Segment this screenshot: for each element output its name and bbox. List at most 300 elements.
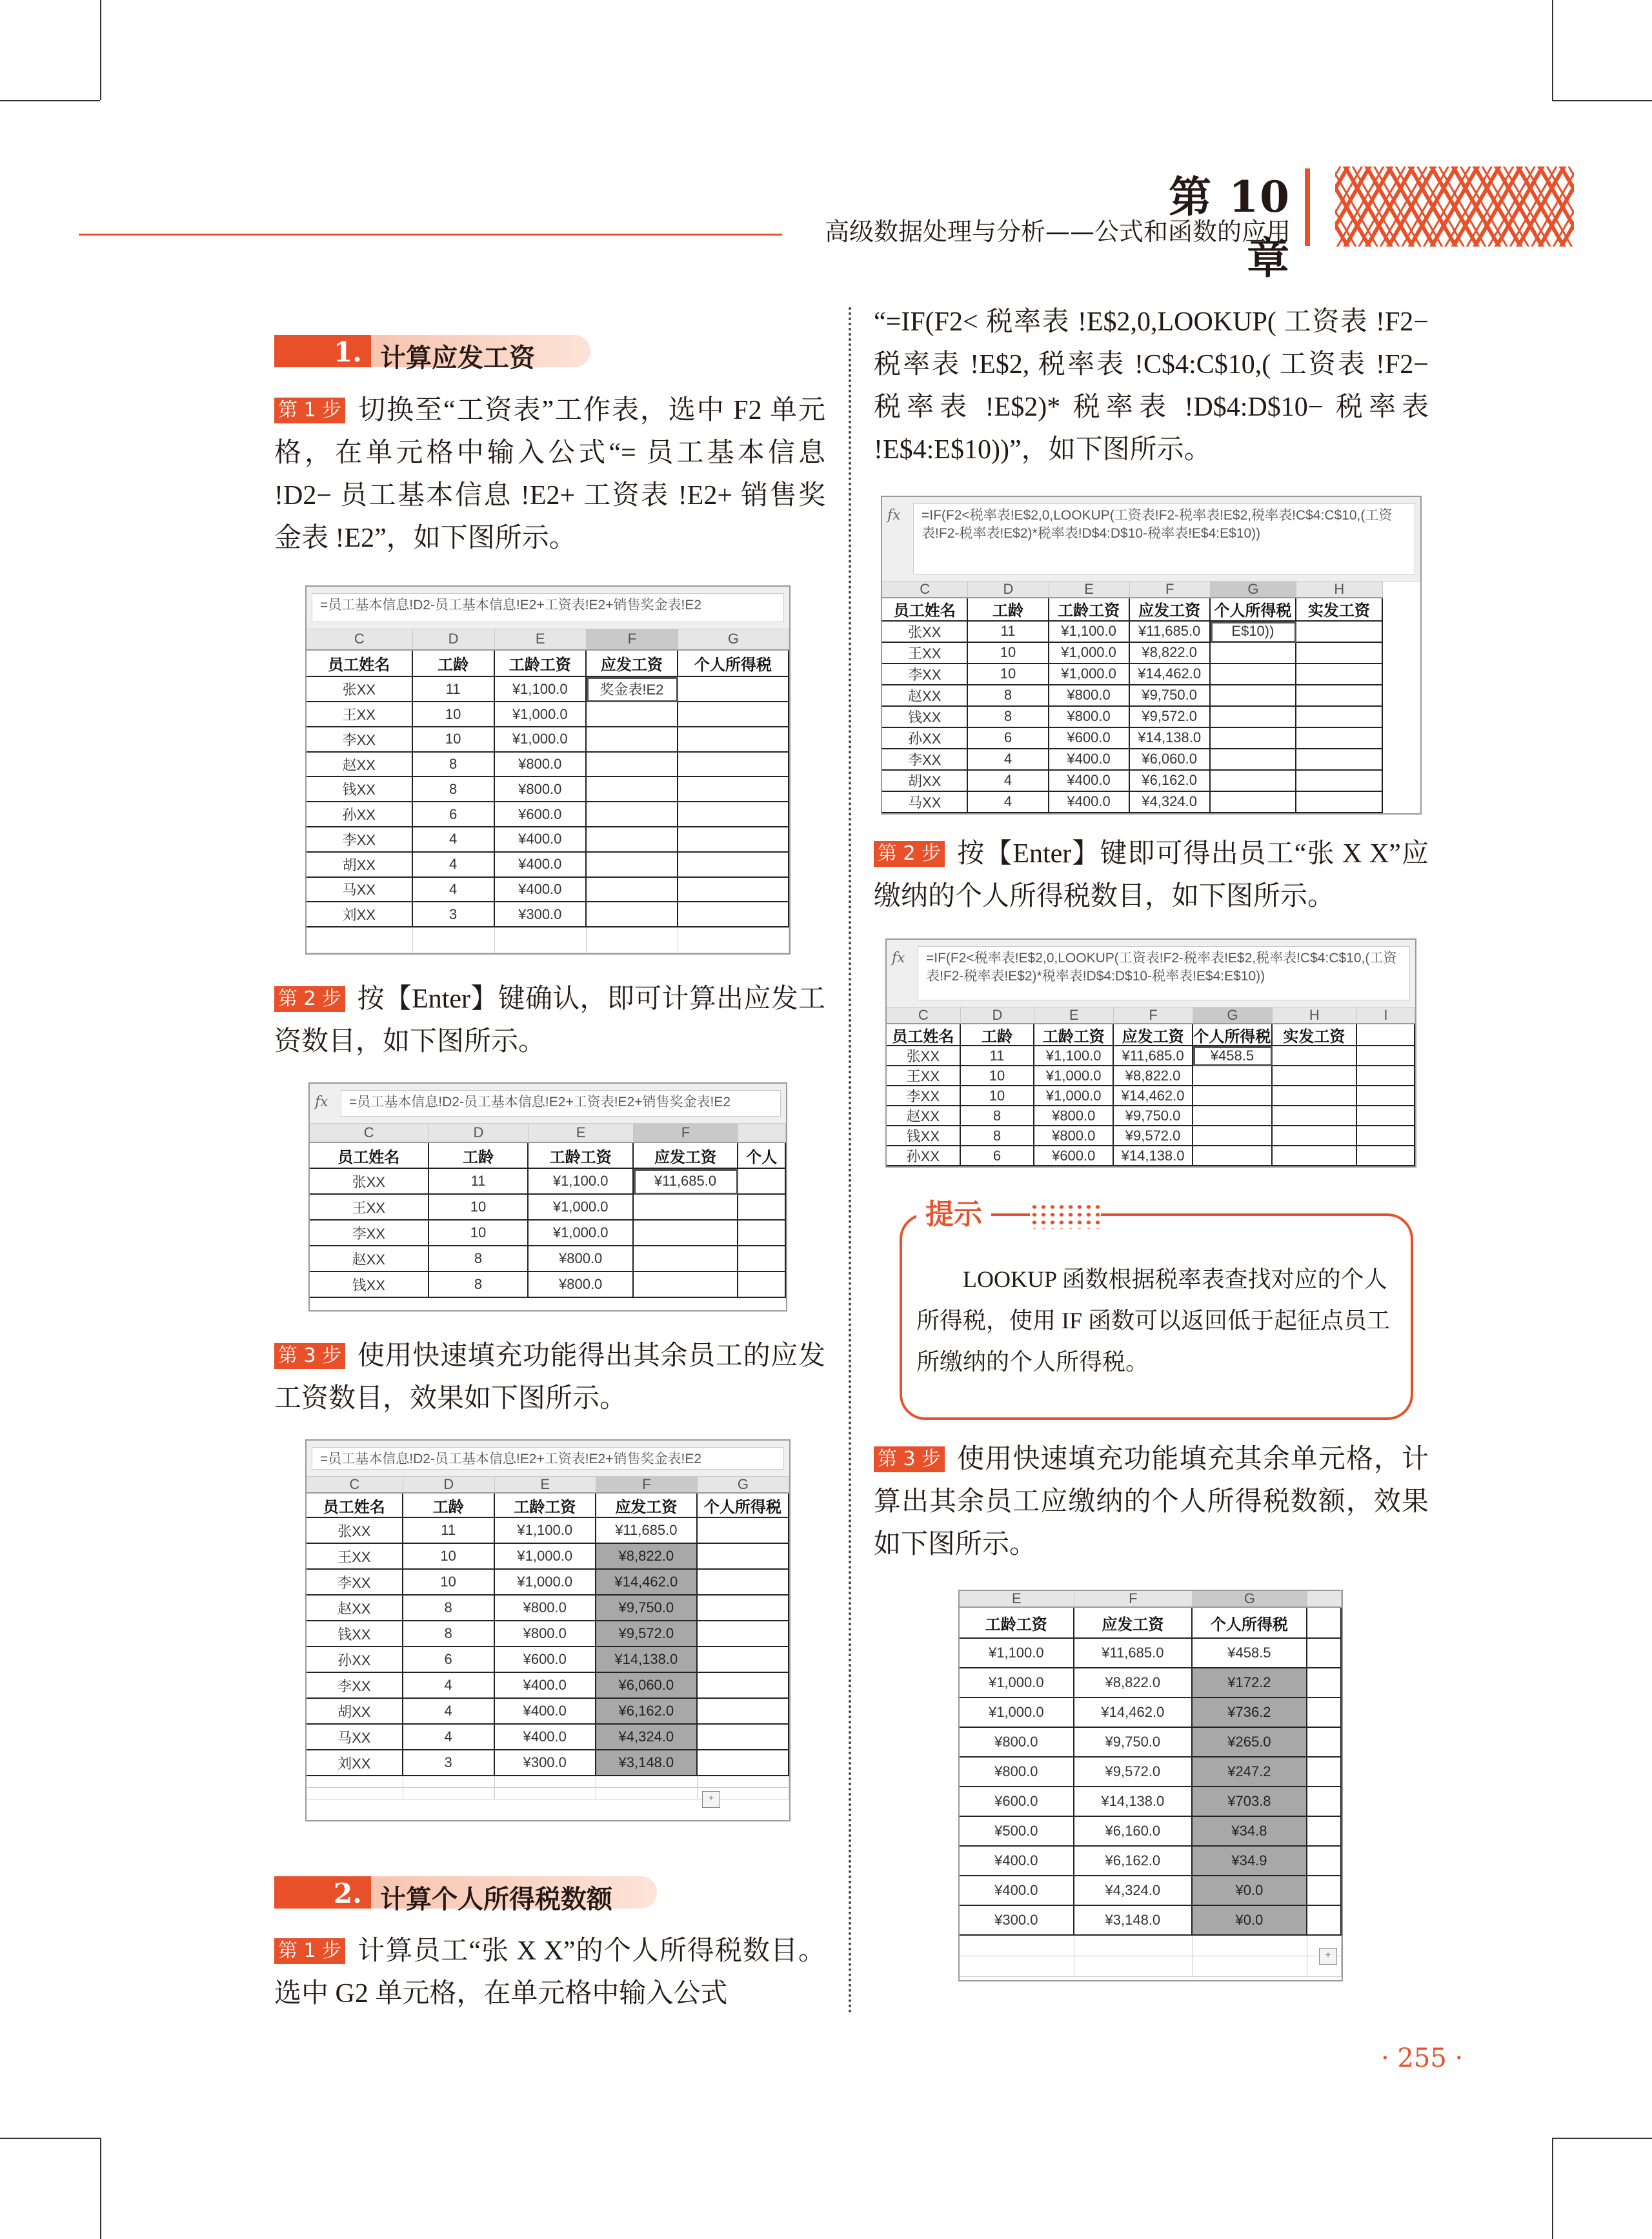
column-header-g[interactable]: G <box>698 1477 789 1494</box>
column-header-e[interactable]: E <box>960 1591 1074 1608</box>
table-cell[interactable]: ¥703.8 <box>1193 1787 1307 1817</box>
empty-cell[interactable] <box>1193 1936 1307 1956</box>
header-cell[interactable]: 工龄 <box>403 1494 495 1518</box>
table-cell[interactable]: ¥172.2 <box>1193 1668 1307 1698</box>
table-cell[interactable]: ¥3,148.0 <box>596 1750 698 1776</box>
table-cell[interactable]: 刘XX <box>307 1750 403 1776</box>
table-cell[interactable]: ¥4,324.0 <box>1130 792 1211 813</box>
table-cell[interactable] <box>587 702 678 727</box>
table-cell[interactable]: 8 <box>413 777 495 802</box>
table-cell[interactable]: ¥600.0 <box>495 802 587 827</box>
table-cell[interactable]: ¥800.0 <box>1034 1106 1114 1126</box>
column-header-f[interactable]: F <box>1074 1591 1193 1608</box>
table-cell[interactable]: ¥11,685.0 <box>1130 622 1211 643</box>
table-cell[interactable]: ¥3,148.0 <box>1074 1906 1193 1936</box>
table-cell[interactable]: 6 <box>403 1647 495 1673</box>
table-cell[interactable]: 赵XX <box>307 753 413 778</box>
table-cell[interactable]: 李XX <box>307 727 413 753</box>
column-header-c[interactable]: C <box>310 1124 429 1143</box>
table-cell[interactable] <box>678 753 789 778</box>
table-cell[interactable] <box>738 1221 786 1246</box>
table-cell[interactable]: 李XX <box>887 1086 961 1106</box>
header-cell[interactable]: 应发工资 <box>587 651 678 678</box>
table-cell[interactable]: 10 <box>403 1570 495 1596</box>
table-cell[interactable]: ¥14,462.0 <box>1130 664 1211 685</box>
table-cell[interactable]: ¥14,138.0 <box>596 1647 698 1673</box>
column-header-e[interactable]: E <box>495 629 587 651</box>
table-cell[interactable]: 8 <box>429 1272 529 1298</box>
table-cell[interactable] <box>1193 1086 1273 1106</box>
table-cell[interactable]: 8 <box>429 1246 529 1272</box>
table-cell[interactable]: ¥0.0 <box>1193 1876 1307 1906</box>
table-cell[interactable]: 4 <box>968 749 1049 771</box>
table-cell[interactable] <box>1307 1847 1342 1876</box>
table-cell[interactable]: ¥6,060.0 <box>1130 749 1211 771</box>
table-cell[interactable] <box>1307 1876 1342 1906</box>
table-cell[interactable]: ¥400.0 <box>495 827 587 853</box>
table-cell[interactable]: 赵XX <box>307 1596 403 1621</box>
header-cell[interactable]: 个人 <box>738 1143 786 1169</box>
table-cell[interactable] <box>698 1647 789 1673</box>
table-cell[interactable]: 10 <box>403 1544 495 1570</box>
table-cell[interactable] <box>587 753 678 778</box>
column-header-d[interactable]: D <box>413 629 495 651</box>
table-cell[interactable]: 孙XX <box>882 728 968 749</box>
table-cell[interactable]: 孙XX <box>887 1146 961 1166</box>
header-cell[interactable]: 员工姓名 <box>882 598 968 622</box>
table-cell[interactable]: ¥800.0 <box>960 1758 1074 1787</box>
table-cell[interactable] <box>698 1699 789 1725</box>
table-cell[interactable]: ¥300.0 <box>960 1906 1074 1936</box>
header-cell[interactable]: 员工姓名 <box>307 1494 403 1518</box>
table-cell[interactable] <box>587 727 678 753</box>
table-cell[interactable]: ¥14,138.0 <box>1114 1146 1193 1166</box>
table-cell[interactable] <box>1296 707 1382 728</box>
table-cell[interactable]: ¥9,750.0 <box>596 1596 698 1621</box>
table-cell[interactable]: ¥458.5 <box>1193 1046 1273 1066</box>
column-header-blank[interactable] <box>738 1124 786 1143</box>
table-cell[interactable]: 赵XX <box>882 685 968 707</box>
table-cell[interactable]: E$10)) <box>1211 622 1296 643</box>
table-cell[interactable] <box>587 802 678 827</box>
table-cell[interactable]: 8 <box>413 753 495 778</box>
table-cell[interactable]: 胡XX <box>307 853 413 878</box>
table-cell[interactable]: ¥6,162.0 <box>596 1699 698 1725</box>
table-cell[interactable] <box>698 1750 789 1776</box>
column-header-g[interactable]: G <box>678 629 789 651</box>
formula-input[interactable]: =员工基本信息!D2-员工基本信息!E2+工资表!E2+销售奖金表!E2 <box>312 593 784 622</box>
header-cell[interactable]: 工龄 <box>413 651 495 678</box>
table-cell[interactable]: 刘XX <box>307 902 413 927</box>
table-cell[interactable]: ¥4,324.0 <box>1074 1876 1193 1906</box>
header-cell[interactable]: 个人所得税 <box>678 651 789 678</box>
column-header-d[interactable]: D <box>403 1477 495 1494</box>
table-cell[interactable] <box>698 1596 789 1621</box>
table-cell[interactable]: 李XX <box>310 1221 429 1246</box>
table-cell[interactable]: 8 <box>968 707 1049 728</box>
table-cell[interactable]: ¥400.0 <box>960 1847 1074 1876</box>
table-cell[interactable] <box>1273 1146 1357 1166</box>
header-cell[interactable] <box>1357 1024 1415 1046</box>
column-header-f[interactable]: F <box>1114 1008 1193 1024</box>
table-cell[interactable] <box>678 802 789 827</box>
table-cell[interactable]: 马XX <box>307 1725 403 1750</box>
table-cell[interactable]: ¥1,100.0 <box>495 1518 596 1544</box>
table-cell[interactable]: ¥1,000.0 <box>495 1544 596 1570</box>
table-cell[interactable] <box>1193 1146 1273 1166</box>
table-cell[interactable]: ¥8,822.0 <box>1074 1668 1193 1698</box>
header-cell[interactable]: 应发工资 <box>596 1494 698 1518</box>
table-cell[interactable]: 王XX <box>307 1544 403 1570</box>
table-cell[interactable]: 6 <box>413 802 495 827</box>
table-cell[interactable]: 4 <box>413 878 495 903</box>
table-cell[interactable] <box>1211 643 1296 664</box>
header-cell[interactable]: 员工姓名 <box>307 651 413 678</box>
table-cell[interactable] <box>1307 1698 1342 1728</box>
table-cell[interactable]: ¥0.0 <box>1193 1906 1307 1936</box>
table-cell[interactable]: 张XX <box>882 622 968 643</box>
table-cell[interactable]: 11 <box>968 622 1049 643</box>
table-cell[interactable]: ¥1,100.0 <box>1034 1046 1114 1066</box>
table-cell[interactable]: ¥1,100.0 <box>960 1639 1074 1668</box>
table-cell[interactable]: ¥400.0 <box>495 1673 596 1699</box>
table-cell[interactable] <box>1357 1086 1415 1106</box>
table-cell[interactable] <box>1357 1146 1415 1166</box>
table-cell[interactable] <box>1273 1046 1357 1066</box>
table-cell[interactable]: ¥1,000.0 <box>529 1195 633 1221</box>
table-cell[interactable]: ¥9,572.0 <box>596 1621 698 1647</box>
table-cell[interactable]: 3 <box>413 902 495 927</box>
table-cell[interactable]: 8 <box>961 1126 1035 1146</box>
empty-cell[interactable] <box>307 927 413 953</box>
column-header-c[interactable]: C <box>887 1008 961 1024</box>
empty-cell[interactable] <box>495 1776 596 1788</box>
table-cell[interactable]: 4 <box>403 1699 495 1725</box>
table-cell[interactable] <box>678 677 789 702</box>
table-cell[interactable] <box>1307 1758 1342 1787</box>
table-cell[interactable]: 钱XX <box>887 1126 961 1146</box>
table-cell[interactable]: ¥9,750.0 <box>1074 1728 1193 1758</box>
table-cell[interactable] <box>678 902 789 927</box>
table-cell[interactable]: 马XX <box>882 792 968 813</box>
column-header-e[interactable]: E <box>529 1124 633 1143</box>
table-cell[interactable] <box>698 1544 789 1570</box>
table-cell[interactable] <box>1211 664 1296 685</box>
table-cell[interactable]: ¥1,000.0 <box>1034 1086 1114 1106</box>
header-cell[interactable]: 工龄工资 <box>495 651 587 678</box>
header-cell[interactable]: 工龄 <box>961 1024 1035 1046</box>
table-cell[interactable]: ¥9,750.0 <box>1114 1106 1193 1126</box>
table-cell[interactable]: ¥1,000.0 <box>960 1698 1074 1728</box>
table-cell[interactable] <box>634 1272 738 1298</box>
table-cell[interactable] <box>1357 1046 1415 1066</box>
table-cell[interactable]: ¥9,572.0 <box>1130 707 1211 728</box>
table-cell[interactable]: 6 <box>961 1146 1035 1166</box>
table-cell[interactable] <box>587 777 678 802</box>
table-cell[interactable]: ¥458.5 <box>1193 1639 1307 1668</box>
table-cell[interactable]: ¥300.0 <box>495 1750 596 1776</box>
table-cell[interactable]: ¥11,685.0 <box>1114 1046 1193 1066</box>
table-cell[interactable] <box>698 1673 789 1699</box>
table-cell[interactable] <box>738 1195 786 1221</box>
table-cell[interactable]: ¥34.9 <box>1193 1847 1307 1876</box>
table-cell[interactable]: ¥400.0 <box>495 878 587 903</box>
table-cell[interactable]: ¥9,572.0 <box>1114 1126 1193 1146</box>
table-cell[interactable]: ¥14,462.0 <box>1074 1698 1193 1728</box>
table-cell[interactable]: ¥14,138.0 <box>1130 728 1211 749</box>
table-cell[interactable]: 4 <box>403 1725 495 1750</box>
header-cell[interactable]: 工龄工资 <box>529 1143 633 1169</box>
formula-input[interactable]: =IF(F2<税率表!E$2,0,LOOKUP(工资表!F2-税率表!E$2,税率表!C$4:C$10,(工资表!F2-税率表!E$2)*税率表!D$4:D$10-税率表!E$4:E$10)) <box>913 503 1415 574</box>
table-cell[interactable]: ¥8,822.0 <box>596 1544 698 1570</box>
table-cell[interactable]: 4 <box>403 1673 495 1699</box>
table-cell[interactable] <box>678 727 789 753</box>
column-header-h[interactable]: H <box>1296 582 1382 598</box>
empty-cell[interactable] <box>960 1956 1074 1977</box>
header-cell[interactable]: 员工姓名 <box>887 1024 961 1046</box>
column-header-g[interactable]: G <box>1193 1008 1273 1024</box>
table-cell[interactable] <box>1273 1086 1357 1106</box>
table-cell[interactable] <box>1193 1106 1273 1126</box>
table-cell[interactable] <box>738 1272 786 1298</box>
table-cell[interactable]: 张XX <box>307 1518 403 1544</box>
table-cell[interactable] <box>738 1246 786 1272</box>
table-cell[interactable] <box>1296 685 1382 707</box>
table-cell[interactable]: 10 <box>968 643 1049 664</box>
table-cell[interactable] <box>587 853 678 878</box>
table-cell[interactable] <box>1296 771 1382 792</box>
table-cell[interactable]: 11 <box>403 1518 495 1544</box>
table-cell[interactable]: ¥34.8 <box>1193 1817 1307 1847</box>
column-header-f[interactable]: F <box>587 629 678 651</box>
empty-cell[interactable] <box>307 1788 403 1799</box>
table-cell[interactable] <box>1211 685 1296 707</box>
table-cell[interactable] <box>698 1725 789 1750</box>
table-cell[interactable] <box>1211 707 1296 728</box>
table-cell[interactable]: 李XX <box>307 1570 403 1596</box>
header-cell[interactable]: 应发工资 <box>1074 1608 1193 1639</box>
table-cell[interactable]: ¥6,162.0 <box>1074 1847 1193 1876</box>
table-cell[interactable] <box>678 827 789 853</box>
table-cell[interactable]: 10 <box>961 1086 1035 1106</box>
table-cell[interactable]: ¥8,822.0 <box>1114 1066 1193 1086</box>
table-cell[interactable]: ¥14,462.0 <box>596 1570 698 1596</box>
table-cell[interactable]: ¥500.0 <box>960 1817 1074 1847</box>
table-cell[interactable] <box>1211 749 1296 771</box>
column-header-c[interactable]: C <box>882 582 968 598</box>
table-cell[interactable] <box>678 878 789 903</box>
table-cell[interactable]: ¥14,462.0 <box>1114 1086 1193 1106</box>
header-cell[interactable]: 应发工资 <box>1114 1024 1193 1046</box>
table-cell[interactable]: ¥300.0 <box>495 902 587 927</box>
table-cell[interactable]: ¥9,750.0 <box>1130 685 1211 707</box>
table-cell[interactable]: 钱XX <box>307 777 413 802</box>
table-cell[interactable] <box>1307 1787 1342 1817</box>
table-cell[interactable]: ¥1,000.0 <box>960 1668 1074 1698</box>
table-cell[interactable]: ¥400.0 <box>960 1876 1074 1906</box>
header-cell[interactable]: 个人所得税 <box>1193 1608 1307 1639</box>
table-cell[interactable] <box>738 1169 786 1195</box>
table-cell[interactable] <box>678 853 789 878</box>
table-cell[interactable]: 钱XX <box>310 1272 429 1298</box>
header-cell[interactable]: 应发工资 <box>1130 598 1211 622</box>
table-cell[interactable]: ¥1,000.0 <box>1049 664 1130 685</box>
empty-cell[interactable] <box>403 1776 495 1788</box>
table-cell[interactable] <box>1211 728 1296 749</box>
table-cell[interactable] <box>1307 1817 1342 1847</box>
table-cell[interactable]: ¥4,324.0 <box>596 1725 698 1750</box>
empty-cell[interactable] <box>960 1936 1074 1956</box>
table-cell[interactable] <box>1307 1668 1342 1698</box>
table-cell[interactable]: 11 <box>429 1169 529 1195</box>
column-header-f[interactable]: F <box>1130 582 1211 598</box>
table-cell[interactable] <box>1296 622 1382 643</box>
table-cell[interactable]: ¥400.0 <box>1049 792 1130 813</box>
column-header-c[interactable]: C <box>307 629 413 651</box>
table-cell[interactable] <box>1211 792 1296 813</box>
table-cell[interactable]: ¥800.0 <box>495 1596 596 1621</box>
table-cell[interactable] <box>1357 1126 1415 1146</box>
table-cell[interactable]: ¥600.0 <box>495 1647 596 1673</box>
empty-cell[interactable] <box>1074 1936 1193 1956</box>
table-cell[interactable]: ¥600.0 <box>1049 728 1130 749</box>
table-cell[interactable]: ¥800.0 <box>529 1246 633 1272</box>
table-cell[interactable]: 赵XX <box>310 1246 429 1272</box>
table-cell[interactable]: ¥6,162.0 <box>1130 771 1211 792</box>
table-cell[interactable]: ¥247.2 <box>1193 1758 1307 1787</box>
table-cell[interactable] <box>587 902 678 927</box>
table-cell[interactable]: ¥800.0 <box>960 1728 1074 1758</box>
table-cell[interactable]: 奖金表!E2 <box>587 677 678 702</box>
table-cell[interactable]: ¥400.0 <box>1049 749 1130 771</box>
table-cell[interactable]: 李XX <box>307 827 413 853</box>
table-cell[interactable]: ¥800.0 <box>1049 707 1130 728</box>
column-header-c[interactable]: C <box>307 1477 403 1494</box>
table-cell[interactable]: 10 <box>961 1066 1035 1086</box>
table-cell[interactable]: ¥8,822.0 <box>1130 643 1211 664</box>
table-cell[interactable] <box>1296 749 1382 771</box>
column-header-d[interactable]: D <box>961 1008 1035 1024</box>
table-cell[interactable] <box>1296 664 1382 685</box>
empty-cell[interactable] <box>596 1788 698 1799</box>
table-cell[interactable] <box>1273 1106 1357 1126</box>
header-cell[interactable]: 应发工资 <box>634 1143 738 1169</box>
column-header-f[interactable]: F <box>596 1477 698 1494</box>
formula-input[interactable]: =员工基本信息!D2-员工基本信息!E2+工资表!E2+销售奖金表!E2 <box>312 1447 784 1470</box>
column-header-f[interactable]: F <box>634 1124 738 1143</box>
table-cell[interactable]: 8 <box>403 1596 495 1621</box>
table-cell[interactable] <box>698 1621 789 1647</box>
table-cell[interactable]: ¥400.0 <box>495 1699 596 1725</box>
table-cell[interactable] <box>1357 1066 1415 1086</box>
table-cell[interactable]: 11 <box>413 677 495 702</box>
empty-cell[interactable] <box>1074 1956 1193 1977</box>
table-cell[interactable] <box>1193 1126 1273 1146</box>
header-cell[interactable]: 工龄 <box>429 1143 529 1169</box>
table-cell[interactable] <box>634 1246 738 1272</box>
table-cell[interactable] <box>1296 792 1382 813</box>
table-cell[interactable] <box>1307 1639 1342 1668</box>
table-cell[interactable] <box>1273 1066 1357 1086</box>
empty-cell[interactable] <box>403 1788 495 1799</box>
table-cell[interactable]: ¥1,100.0 <box>495 677 587 702</box>
table-cell[interactable]: ¥1,000.0 <box>495 727 587 753</box>
table-cell[interactable]: ¥400.0 <box>1049 771 1130 792</box>
table-cell[interactable] <box>1296 643 1382 664</box>
header-cell[interactable]: 实发工资 <box>1296 598 1382 622</box>
column-header-e[interactable]: E <box>1049 582 1130 598</box>
header-cell[interactable] <box>1307 1608 1342 1639</box>
table-cell[interactable]: 赵XX <box>887 1106 961 1126</box>
table-cell[interactable]: ¥1,000.0 <box>495 702 587 727</box>
table-cell[interactable] <box>1211 771 1296 792</box>
header-cell[interactable]: 工龄工资 <box>960 1608 1074 1639</box>
table-cell[interactable] <box>1357 1106 1415 1126</box>
table-cell[interactable]: 孙XX <box>307 802 413 827</box>
table-cell[interactable] <box>1307 1728 1342 1758</box>
table-cell[interactable] <box>634 1195 738 1221</box>
column-header-e[interactable]: E <box>495 1477 596 1494</box>
empty-cell[interactable] <box>587 927 678 953</box>
header-cell[interactable]: 实发工资 <box>1273 1024 1357 1046</box>
table-cell[interactable]: 李XX <box>882 749 968 771</box>
table-cell[interactable]: 张XX <box>307 677 413 702</box>
empty-cell[interactable] <box>1193 1956 1307 1977</box>
table-cell[interactable]: 4 <box>413 827 495 853</box>
table-cell[interactable]: ¥400.0 <box>495 1725 596 1750</box>
table-cell[interactable]: 10 <box>413 727 495 753</box>
table-cell[interactable]: 4 <box>968 792 1049 813</box>
table-cell[interactable]: 胡XX <box>882 771 968 792</box>
table-cell[interactable]: ¥1,000.0 <box>1034 1066 1114 1086</box>
table-cell[interactable]: 10 <box>968 664 1049 685</box>
table-cell[interactable]: 张XX <box>887 1046 961 1066</box>
table-cell[interactable]: 王XX <box>882 643 968 664</box>
table-cell[interactable]: 8 <box>403 1621 495 1647</box>
column-header-g[interactable]: G <box>1211 582 1296 598</box>
empty-cell[interactable] <box>495 1788 596 1799</box>
table-cell[interactable]: ¥11,685.0 <box>1074 1639 1193 1668</box>
table-cell[interactable]: ¥800.0 <box>529 1272 633 1298</box>
table-cell[interactable]: ¥1,100.0 <box>1049 622 1130 643</box>
empty-cell[interactable] <box>495 927 587 953</box>
header-cell[interactable]: 工龄 <box>968 598 1049 622</box>
header-cell[interactable]: 工龄工资 <box>1034 1024 1114 1046</box>
table-cell[interactable] <box>698 1518 789 1544</box>
table-cell[interactable]: ¥800.0 <box>1049 685 1130 707</box>
table-cell[interactable]: 马XX <box>307 878 413 903</box>
header-cell[interactable]: 个人所得税 <box>1193 1024 1273 1046</box>
column-header-e[interactable]: E <box>1034 1008 1114 1024</box>
table-cell[interactable]: 8 <box>961 1106 1035 1126</box>
empty-cell[interactable] <box>678 927 789 953</box>
table-cell[interactable]: 8 <box>968 685 1049 707</box>
table-cell[interactable]: 10 <box>429 1221 529 1246</box>
table-cell[interactable] <box>678 702 789 727</box>
table-cell[interactable]: ¥6,160.0 <box>1074 1817 1193 1847</box>
header-cell[interactable]: 工龄工资 <box>1049 598 1130 622</box>
table-cell[interactable] <box>1307 1906 1342 1936</box>
column-header-g[interactable]: G <box>1193 1591 1307 1608</box>
table-cell[interactable] <box>634 1221 738 1246</box>
table-cell[interactable]: 孙XX <box>307 1647 403 1673</box>
column-header-i[interactable]: I <box>1357 1008 1415 1024</box>
table-cell[interactable]: 10 <box>413 702 495 727</box>
header-cell[interactable]: 个人所得税 <box>1211 598 1296 622</box>
table-cell[interactable]: 胡XX <box>307 1699 403 1725</box>
table-cell[interactable]: ¥800.0 <box>495 777 587 802</box>
column-header-h[interactable]: H <box>1273 1008 1357 1024</box>
